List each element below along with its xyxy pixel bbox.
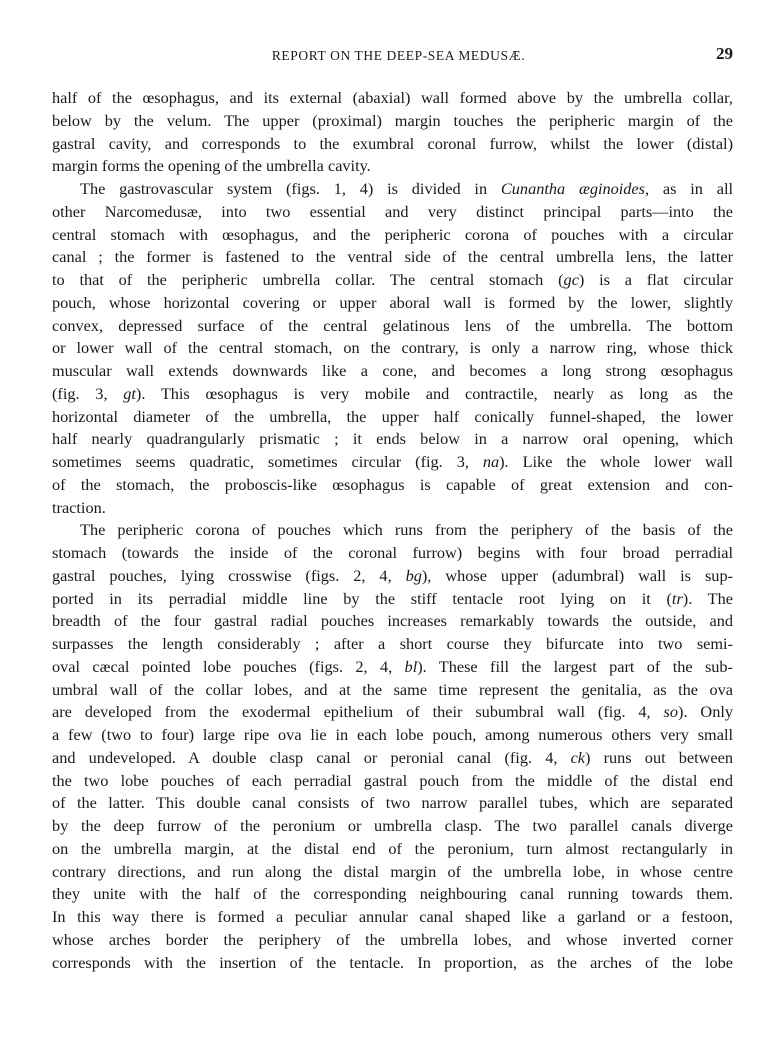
text-line: below by the velum. The upper (proximal) margin touches the peripheric margin of the — [52, 110, 733, 130]
text-line: gastral cavity, and corresponds to the exumbral coronal furrow, whilst the lower (distal) — [52, 133, 733, 153]
text-line: canal ; the former is fastened to the ventral side of the central umbrella lens, the latter — [52, 247, 733, 267]
text-line: they unite with the half of the corresponding neighbouring canal running towards them. — [52, 884, 733, 904]
running-title: REPORT ON THE DEEP-SEA MEDUSÆ. — [271, 48, 526, 63]
italic-term: gc — [563, 270, 579, 289]
italic-term: bl — [404, 656, 418, 676]
running-header — [52, 44, 733, 68]
text-line: on the umbrella margin, at the distal end of the peronium, turn almost rectangularly in — [52, 838, 733, 858]
text-line: convex, depressed surface of the central gelatinous lens of the umbrella. The bottom — [52, 315, 733, 335]
text-line: pouch, whose horizontal covering or upper aboral wall is formed by the lower, slightly — [52, 292, 733, 312]
italic-term: so — [663, 702, 679, 722]
text-line: a few (two to four) large ripe ova lie in each lobe pouch, among numerous others very small — [52, 725, 733, 744]
text-line: whose arches border the periphery of the umbrella lobes, and whose inverted corner — [52, 929, 733, 949]
paragraph — [52, 519, 733, 974]
text-line: corresponds with the insertion of the tentacle. In proportion, as the arches of the lobe — [52, 952, 733, 972]
text-line: contrary directions, and run along the distal margin of the umbrella lobe, in whose centre — [52, 861, 733, 881]
italic-term: Cunantha æginoides — [500, 179, 645, 198]
text-line: central stomach with œsophagus, and the peripheric corona of pouches with a circular — [52, 224, 733, 244]
text-line: In this way there is formed a peculiar annular canal shaped like a garland or a festoon, — [52, 907, 733, 926]
paragraph — [52, 87, 733, 178]
text-line: sometimes seems quadratic, sometimes circular (fig. 3, na). Like the whole lower wall — [52, 452, 733, 471]
text-line: of the stomach, the proboscis-like œsophagus is capable of great extension and con- — [52, 474, 733, 494]
text-line: gastral pouches, lying crosswise (figs. 2, 4, bg), whose upper (adumbral) wall is sup- — [52, 565, 734, 585]
text-line: by the deep furrow of the peronium or umbrella clasp. The two parallel canals diverge — [52, 816, 733, 835]
text-line: surpasses the length considerably ; after a short course they bifurcate into two semi- — [52, 634, 733, 653]
text-line: (fig. 3, gt). This œsophagus is very mobile and contractile, nearly as long as the — [52, 383, 733, 403]
text-line: and undeveloped. A double clasp canal or peronial canal (fig. 4, ck) runs out between — [52, 747, 734, 767]
text-line: other Narcomedusæ, into two essential and very distinct principal parts—into the — [52, 201, 733, 221]
text-line: traction. — [52, 497, 106, 517]
text-line: or lower wall of the central stomach, on the contrary, is only a narrow ring, whose thick — [52, 338, 733, 358]
text-line: of the latter. This double canal consists of two narrow parallel tubes, which are separated — [52, 793, 733, 813]
text-line: The peripheric corona of pouches which runs from the periphery of the basis of the — [80, 520, 733, 540]
text-line: margin forms the opening of the umbrella cavity. — [52, 156, 371, 176]
text-line: half of the œsophagus, and its external (abaxial) wall formed above by the umbrella collar, — [52, 88, 733, 107]
text-line: half nearly quadrangularly prismatic ; it ends below in a narrow oral opening, which — [52, 429, 733, 449]
paragraph — [52, 178, 733, 519]
italic-term: bg — [405, 565, 422, 585]
text-line: to that of the peripheric umbrella collar. The central stomach (gc) is a flat circular — [52, 270, 734, 289]
text-line: The gastrovascular system (figs. 1, 4) is divided in Cunantha æginoides, as in all — [80, 179, 734, 198]
page-number: 29 — [716, 44, 733, 63]
text-line: stomach (towards the inside of the coronal furrow) begins with four broad perradial — [52, 543, 733, 562]
text-line: umbral wall of the collar lobes, and at the same time represent the genitalia, as the ova — [52, 679, 733, 699]
text-line: horizontal diameter of the umbrella, the upper half conically funnel-shaped, the lower — [52, 406, 733, 426]
text-line: muscular wall extends downwards like a cone, and becomes a long strong œsophagus — [52, 361, 733, 380]
italic-term: ck — [570, 747, 586, 767]
body-text — [52, 87, 733, 974]
italic-term: na — [482, 452, 500, 471]
text-line: ported in its perradial middle line by the stiff tentacle root lying on it (tr). The — [52, 588, 733, 608]
text-line: the two lobe pouches of each perradial gastral pouch from the middle of the distal end — [52, 770, 733, 790]
text-line: oval cæcal pointed lobe pouches (figs. 2, 4, bl). These fill the largest part of the sub- — [52, 656, 733, 676]
italic-term: tr — [671, 588, 683, 608]
italic-term: gt — [123, 383, 136, 403]
text-line: are developed from the exodermal epithelium of their subumbral wall (fig. 4, so). Only — [52, 702, 733, 722]
text-line: breadth of the four gastral radial pouches increases remarkably towards the outside, and — [52, 611, 733, 631]
